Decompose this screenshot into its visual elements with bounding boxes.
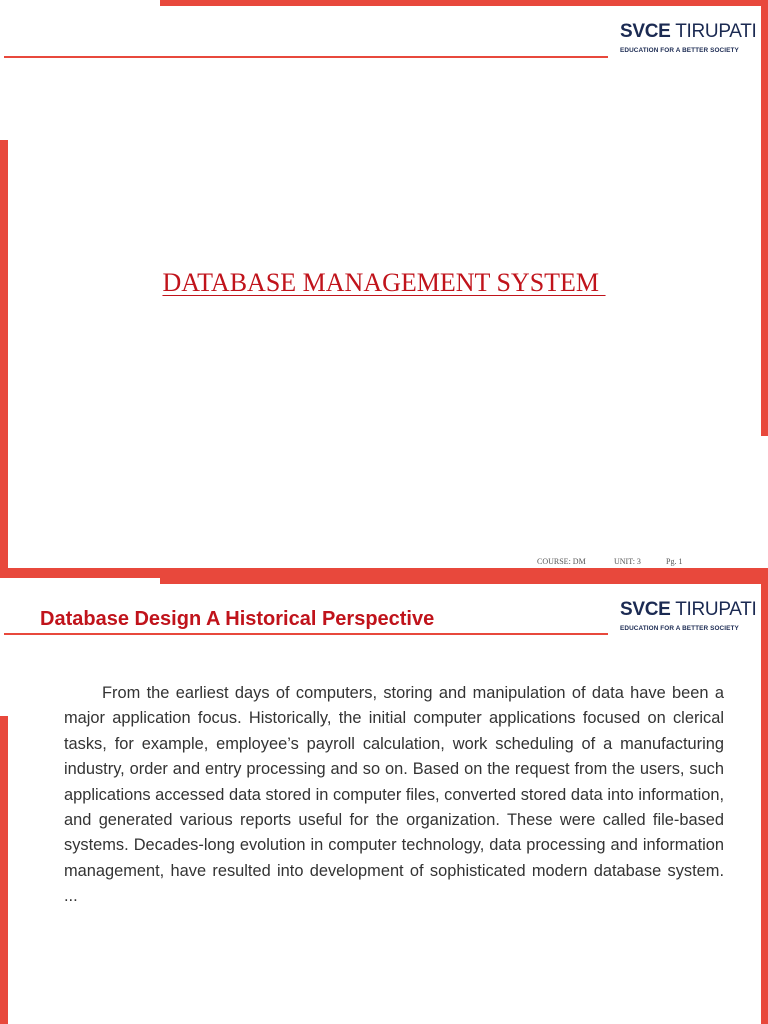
top-accent-bar — [160, 0, 768, 6]
left-accent-bar — [0, 716, 8, 1024]
brand-name-bold: SVCE — [620, 599, 671, 620]
footer-page: Pg. 1 — [666, 557, 683, 566]
right-accent-bar — [761, 0, 768, 436]
brand-logo — [620, 599, 757, 632]
brand-name-light: TIRUPATI — [675, 599, 757, 620]
brand-name-bold: SVCE — [620, 21, 671, 42]
header-rule — [4, 56, 608, 58]
body-paragraph: From the earliest days of computers, storing and manipulation of data have been a major application focus. Historically, the initial computer applications focused on clerical tasks, for example, employee’s payroll calculation, work scheduling of a manufacturing industry, order and entry processing and so on. Based on the request from the users, such applications accessed data stored in computer files, converted stored data into information, and generated various reports useful for the organization. These were called file-based systems. Decades-long evolution in computer technology, data processing and information management, have resulted into development of sophisticated modern database system. ... — [64, 684, 724, 906]
brand-name-light: TIRUPATI — [675, 21, 757, 42]
brand-name — [620, 21, 757, 42]
bottom-accent-bar — [0, 568, 768, 578]
brand-tagline: EDUCATION FOR A BETTER SOCIETY — [620, 47, 739, 54]
right-accent-bar — [761, 578, 768, 1024]
brand-tagline: EDUCATION FOR A BETTER SOCIETY — [620, 625, 739, 632]
footer-unit: UNIT: 3 — [614, 557, 641, 566]
slide-title: DATABASE MANAGEMENT SYSTEM — [162, 268, 606, 297]
header-rule — [4, 633, 608, 635]
slide-2 — [0, 578, 768, 1024]
slide-title: Database Design A Historical Perspective — [40, 608, 435, 630]
brand-logo — [620, 21, 757, 54]
left-accent-bar — [0, 140, 8, 578]
brand-name — [620, 599, 757, 620]
top-accent-bar — [160, 578, 768, 584]
footer-course: COURSE: DM — [537, 557, 586, 566]
